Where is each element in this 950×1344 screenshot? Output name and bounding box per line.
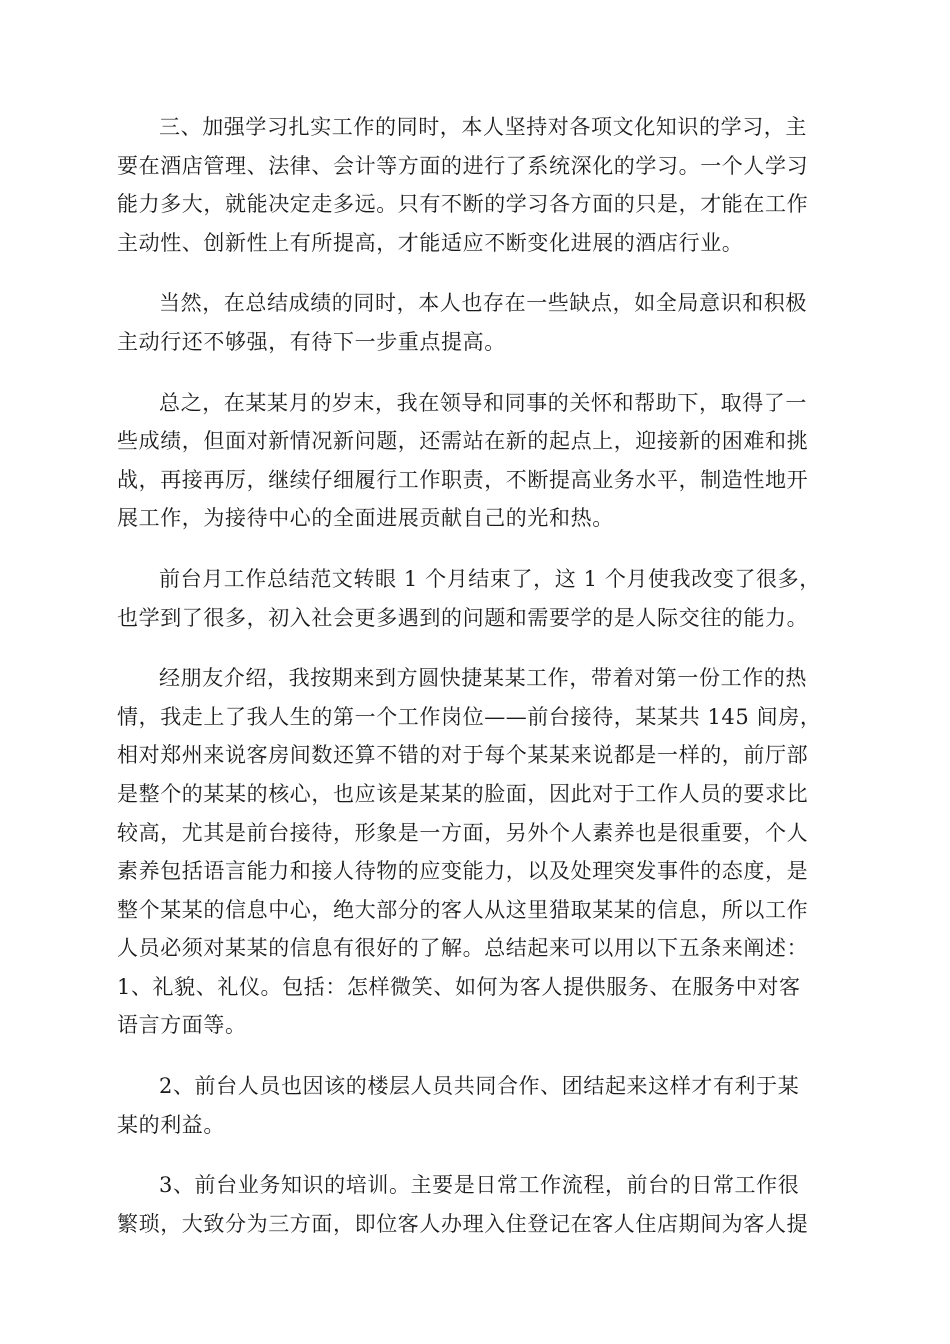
text-line: 某的利益。: [117, 1112, 225, 1137]
text-line: 能力多大，就能决定走多远。只有不断的学习各方面的只是，才能在工作: [117, 192, 809, 217]
text-line: 也学到了很多，初入社会更多遇到的问题和需要学的是人际交往的能力。: [117, 605, 809, 630]
text-line: 展工作，为接待中心的全面进展贡献自己的光和热。: [117, 506, 614, 531]
document-page: [117, 108, 835, 1265]
text-line: 相对郑州来说客房间数还算不错的对于每个某某来说都是一样的，前厅部: [117, 743, 809, 768]
text-line: 三、加强学习扎实工作的同时，本人坚持对各项文化知识的学习，主: [159, 115, 807, 139]
text-line: 整个某某的信息中心，绝大部分的客人从这里猎取某某的信息，所以工作: [117, 897, 809, 922]
paragraph-study: [117, 108, 835, 262]
text-line: 是整个的某某的核心，也应该是某某的脸面，因此对于工作人员的要求比: [117, 781, 809, 806]
paragraph-experience: [117, 659, 835, 1045]
paragraph-summary: [117, 384, 835, 538]
text-line: 3、前台业务知识的培训。主要是日常工作流程，前台的日常工作很: [159, 1173, 800, 1198]
text-line: 较高，尤其是前台接待，形象是一方面，另外个人素养也是很重要，个人: [117, 820, 809, 845]
text-line: 前台月工作总结范文转眼 1 个月结束了，这 1 个月使我改变了很多，: [159, 566, 821, 591]
text-line: 要在酒店管理、法律、会计等方面的进行了系统深化的学习。一个人学习: [117, 153, 809, 178]
paragraph-point-3: [117, 1166, 835, 1243]
text-line: 繁琐，大致分为三方面，即位客人办理入住登记在客人住店期间为客人提: [117, 1211, 809, 1236]
text-line: 战，再接再厉，继续仔细履行工作职责，不断提高业务水平，制造性地开: [117, 467, 809, 492]
text-line: 当然，在总结成绩的同时，本人也存在一些缺点，如全局意识和积极: [159, 291, 807, 316]
text-line: 2、前台人员也因该的楼层人员共同合作、团结起来这样才有利于某: [159, 1074, 800, 1099]
text-line: 主动性、创新性上有所提高，才能适应不断变化进展的酒店行业。: [117, 230, 744, 255]
text-line: 情，我走上了我人生的第一个工作岗位——前台接待，某某共 145 间房，: [117, 704, 822, 729]
text-line: 素养包括语言能力和接人待物的应变能力，以及处理突发事件的态度，是: [117, 859, 809, 884]
paragraph-shortcomings: [117, 284, 835, 361]
text-line: 总之，在某某月的岁末，我在领导和同事的关怀和帮助下，取得了一: [159, 390, 807, 415]
text-line: 主动行还不够强，有待下一步重点提高。: [117, 329, 506, 354]
text-line: 人员必须对某某的信息有很好的了解。总结起来可以用以下五条来阐述：: [117, 936, 809, 961]
text-line: 经朋友介绍，我按期来到方圆快捷某某工作，带着对第一份工作的热: [159, 666, 807, 691]
paragraph-front-desk-intro: [117, 560, 835, 637]
paragraph-point-2: [117, 1067, 835, 1144]
text-line: 些成绩，但面对新情况新问题，还需站在新的起点上，迎接新的困难和挑: [117, 429, 809, 454]
text-line: 1、礼貌、礼仪。包括：怎样微笑、如何为客人提供服务、在服务中对客: [117, 974, 801, 999]
text-line: 语言方面等。: [117, 1013, 247, 1038]
